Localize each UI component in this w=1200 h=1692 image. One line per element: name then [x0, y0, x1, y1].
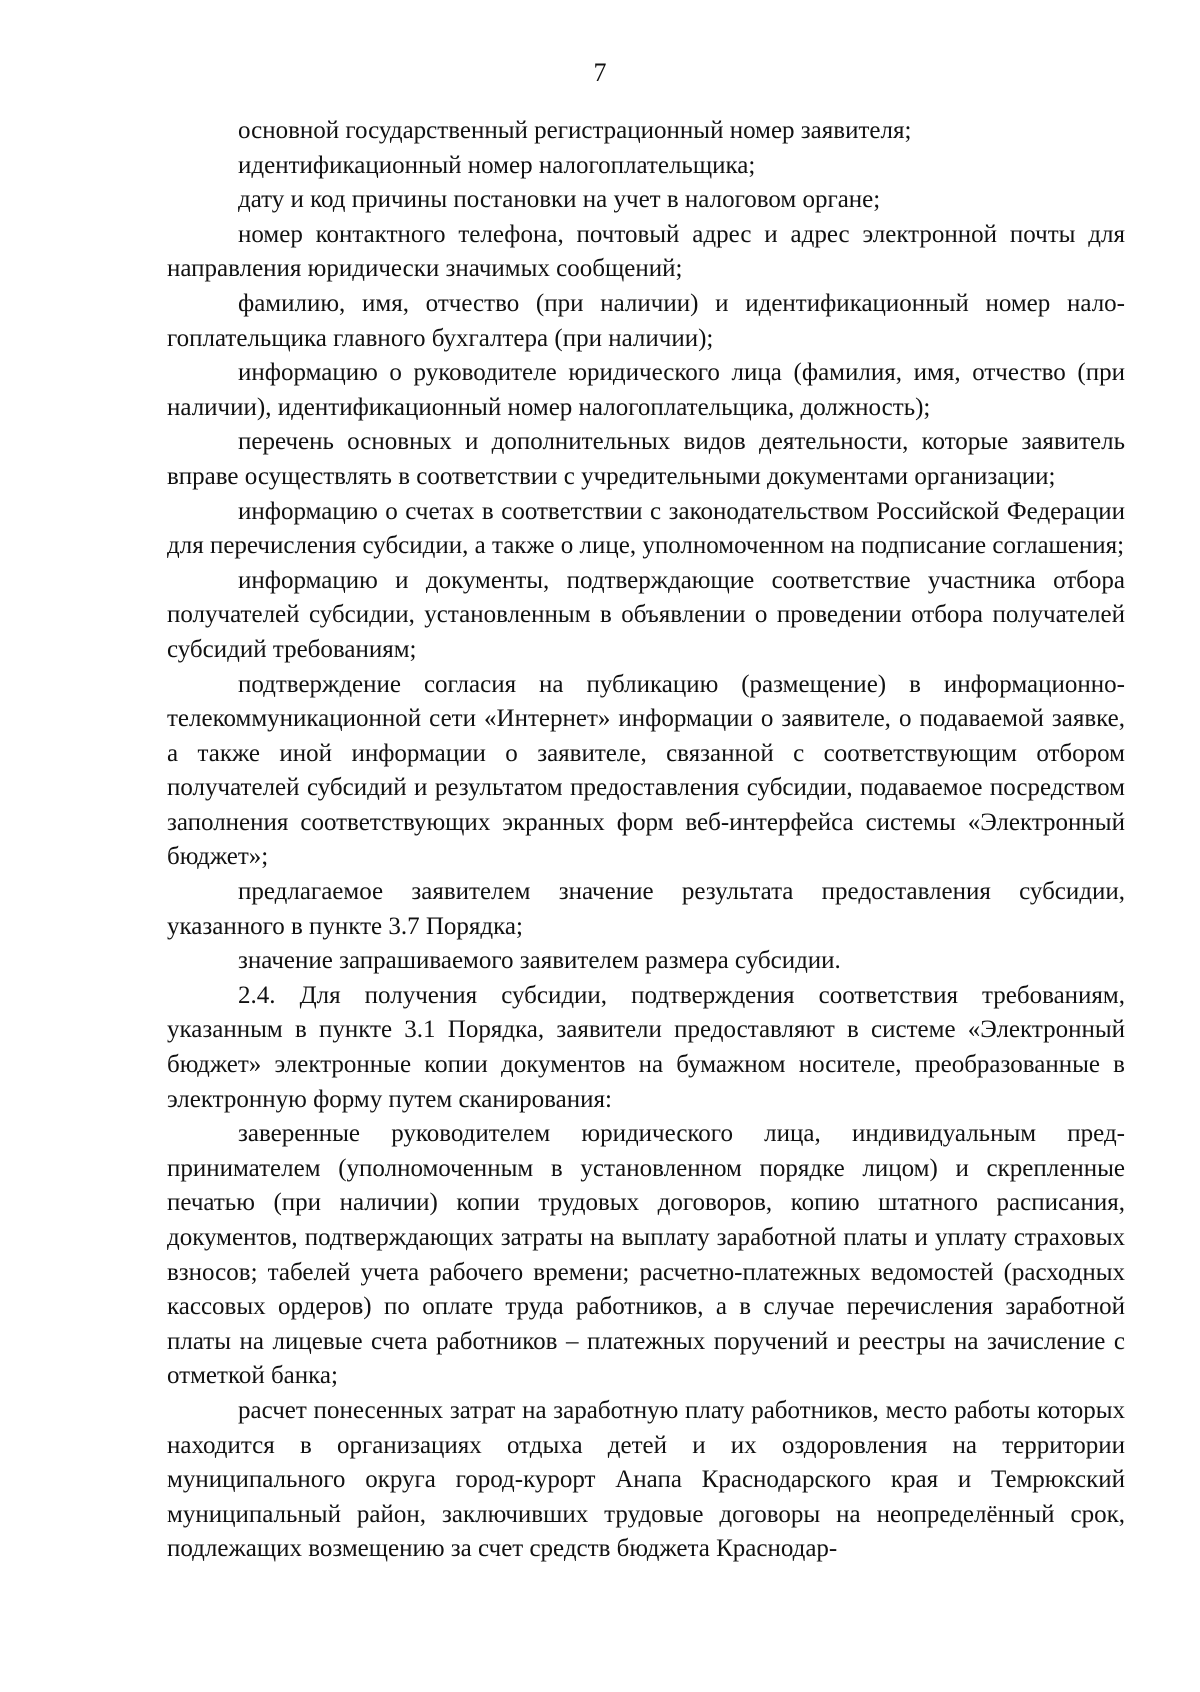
paragraph-certified-copies: заверенные руководителем юридического лица, индивидуальным предпринимателем (уполномоченным в установленном порядке лицом) и скрепленные печатью (при наличии) копии трудовых договоров, копию штатного расписания, документов, подтверждающих затраты на выплату заработной платы и уплату страховых взносов; табелей учета рабочего времени; расчетно-платежных ведомостей (расходных кассовых ордеров) по оплате труда работников, а в случае перечисления заработной платы на лицевые счета работников – платежных поручений и реестры на зачисление с отметкой банка;	[167, 1120, 1125, 1390]
paragraph-proposed-result: предлагаемое заявителем значение результата предоставления субсидии, указанного в пункте 3.7 Порядка;	[167, 878, 1125, 940]
paragraph-taxpayer-id: идентификационный номер налогоплательщика;	[238, 151, 756, 179]
document-body	[167, 114, 1125, 1567]
paragraph-requested-amount: значение запрашиваемого заявителем размера субсидии.	[238, 947, 841, 975]
paragraph-compliance-documents: информацию и документы, подтверждающие соответствие участника отбора получателей субсидии, установленным в объявлении о проведении отбора получателей субсидий требованиям;	[167, 566, 1125, 663]
paragraph-chief-accountant: фамилию, имя, отчество (при наличии) и идентификационный номер налогоплательщика главного бухгалтера (при наличии);	[167, 289, 1125, 352]
paragraph-costs-calculation: расчет понесенных затрат на заработную плату работников, место работы которых находится в организациях отдыха детей и их оздоровления на территории муниципального округа город-курорт Анапа Краснодарского края и Темрюкский муниципальный район, заключивших трудовые договоры на неопределённый срок, подлежащих возмещению за счет средств бюджета Краснодар-	[167, 1396, 1125, 1563]
paragraph-contact-info: номер контактного телефона, почтовый адрес и адрес электронной почты для направления юридически значимых сообщений;	[167, 220, 1125, 283]
paragraph-publication-consent: подтверждение согласия на публикацию (размещение) в информационнотелекоммуникационной сети «Интернет» информации о заявителе, о подаваемой заявке, а также иной информации о заявителе, связанной с соответствующим отбором получателей субсидий и результатом предоставления субсидии, подаваемое посредством заполнения соответствующих экранных форм веб-интерфейса системы «Электронный бюджет»;	[167, 670, 1125, 871]
paragraph-activity-types: перечень основных и дополнительных видов деятельности, которые заявитель вправе осуществлять в соответствии с учредительными документами организации;	[167, 428, 1125, 490]
paragraph-registration-date: дату и код причины постановки на учет в налоговом органе;	[238, 186, 881, 214]
paragraph-section-2-4: 2.4. Для получения субсидии, подтверждения соответствия требованиям, указанным в пункте 3.1 Порядка, заявители предоставляют в системе «Электронный бюджет» электронные копии документов на бумажном носителе, преобразованные в электронную форму путем сканирования:	[167, 981, 1125, 1113]
page-number: 7	[593, 58, 607, 87]
paragraph-head-info: информацию о руководителе юридического лица (фамилия, имя, отчество (при наличии), идентификационный номер налогоплательщика, должность);	[167, 359, 1125, 421]
paragraph-registration-number: основной государственный регистрационный номер заявителя;	[238, 117, 912, 144]
paragraph-accounts-info: информацию о счетах в соответствии с законодательством Российской Федерации для перечисления субсидии, а также о лице, уполномоченном на подписание соглашения;	[167, 497, 1125, 560]
